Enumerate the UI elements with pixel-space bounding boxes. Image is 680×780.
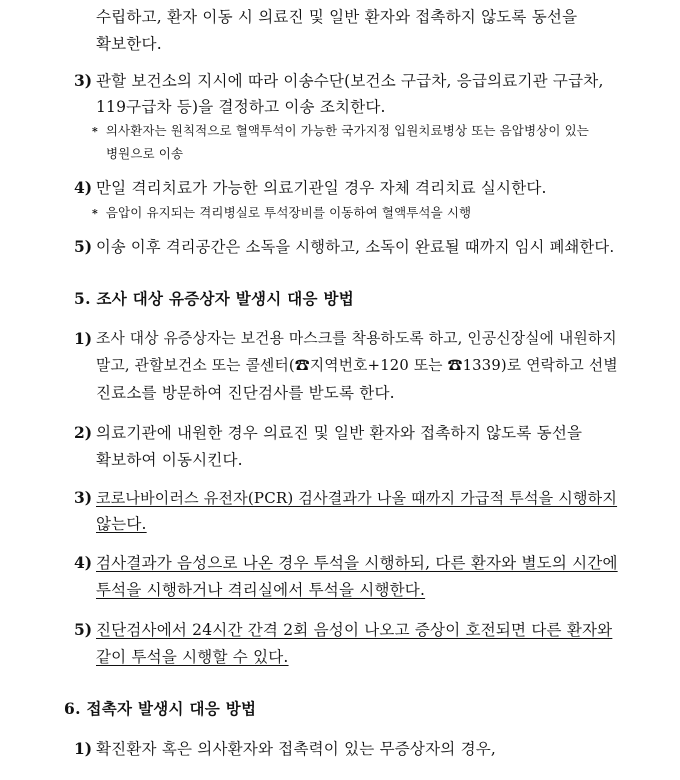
asterisk-mark: *	[92, 207, 98, 220]
item-number: 2)	[74, 423, 93, 442]
paragraph-line: 수립하고, 환자 이동 시 의료진 및 일반 환자와 접촉하지 않도록 동선을	[96, 8, 578, 26]
underlined-line: 투석을 시행하거나 격리실에서 투석을 시행한다.	[96, 581, 426, 599]
item-number: 4)	[74, 553, 93, 572]
paragraph-line: 119구급차 등)을 결정하고 이송 조치한다.	[96, 98, 386, 116]
paragraph-line: 조사 대상 유증상자는 보건용 마스크를 착용하도록 하고, 인공신장실에 내원하지	[96, 330, 617, 347]
paragraph-line: 관할 보건소의 지시에 따라 이송수단(보건소 구급차, 응급의료기관 구급차,	[96, 72, 604, 90]
footnote-line	[92, 204, 471, 223]
underlined-line: 검사결과가 음성으로 나온 경우 투석을 시행하되, 다른 환자와 별도의 시간에	[96, 554, 618, 572]
section-heading: 5. 조사 대상 유증상자 발생시 대응 방법	[74, 289, 355, 308]
paragraph-line: 만일 격리치료가 가능한 의료기관일 경우 자체 격리치료 실시한다.	[96, 179, 547, 197]
footnote-line: 병원으로 이송	[106, 146, 184, 161]
footnote-text: 의사환자는 원칙적으로 혈액투석이 가능한 국가지정 입원치료병상 또는 음압병상이 있는	[105, 123, 589, 138]
item-number: 1)	[74, 739, 93, 758]
paragraph-line: 확진환자 혹은 의사환자와 접촉력이 있는 무증상자의 경우,	[96, 740, 497, 758]
paragraph-line: 진료소를 방문하여 진단검사를 받도록 한다.	[96, 384, 395, 402]
paragraph-line: 확보한다.	[96, 35, 162, 53]
underlined-line: 않는다.	[96, 515, 147, 533]
item-number: 1)	[74, 329, 93, 348]
section-heading: 6. 접촉자 발생시 대응 방법	[64, 699, 257, 718]
paragraph-line: 이송 이후 격리공간은 소독을 시행하고, 소독이 완료될 때까지 임시 폐쇄한다.	[96, 238, 615, 256]
footnote-line	[92, 122, 589, 141]
item-number: 5)	[74, 237, 93, 256]
underlined-line: 같이 투석을 시행할 수 있다.	[96, 648, 289, 666]
paragraph-line: 확보하여 이동시킨다.	[96, 451, 243, 469]
asterisk-mark: *	[92, 125, 98, 138]
item-number: 5)	[74, 620, 93, 639]
underlined-line: 진단검사에서 24시간 간격 2회 음성이 나오고 증상이 호전되면 다른 환자와	[96, 621, 613, 639]
item-number: 3)	[74, 71, 93, 90]
paragraph-line: 말고, 관할보건소 또는 콜센터(☎지역번호+120 또는 ☎1339)로 연락하고 선별	[96, 357, 618, 374]
footnote-text: 음압이 유지되는 격리병실로 투석장비를 이동하여 혈액투석을 시행	[105, 205, 472, 220]
underlined-line: 코로나바이러스 유전자(PCR) 검사결과가 나올 때까지 가급적 투석을 시행하지	[96, 489, 618, 507]
item-number: 3)	[74, 488, 93, 507]
paragraph-line: 의료기관에 내원한 경우 의료진 및 일반 환자와 접촉하지 않도록 동선을	[96, 424, 583, 442]
item-number: 4)	[74, 178, 93, 197]
